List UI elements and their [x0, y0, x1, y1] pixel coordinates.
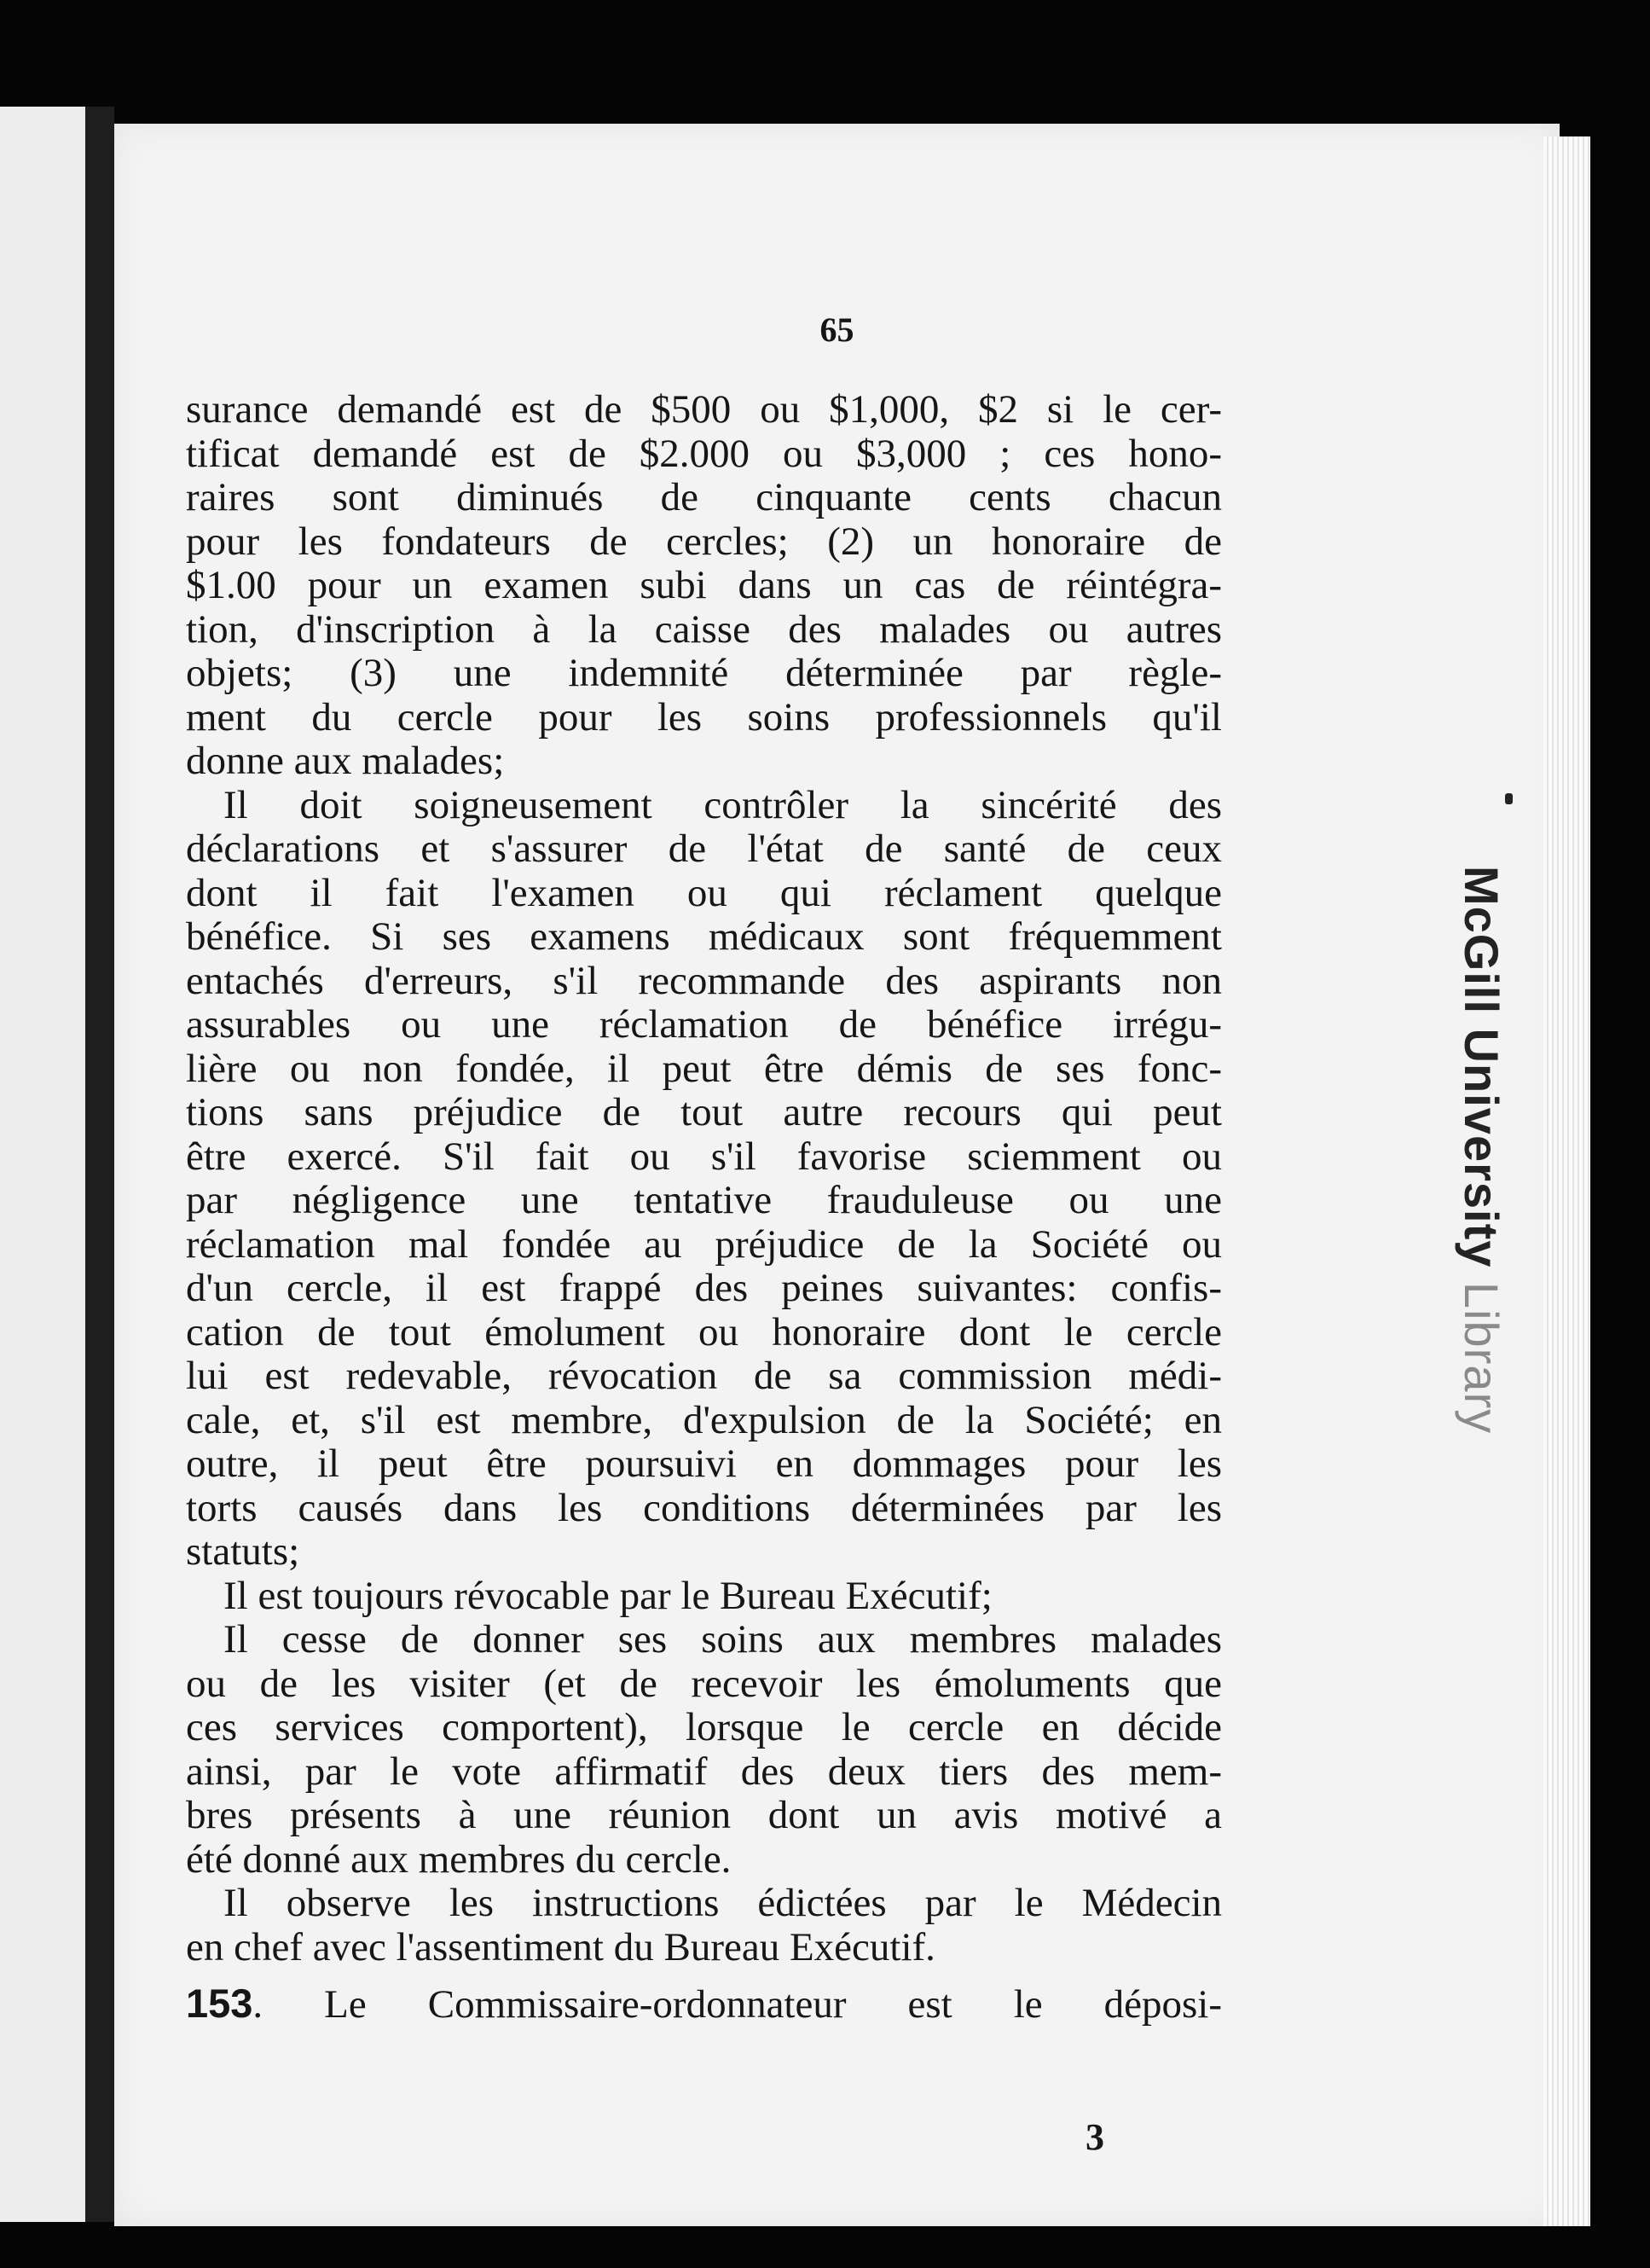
text-line: ment du cercle pour les soins professionnels qu'il [186, 694, 1222, 740]
article-number: 153 [186, 1981, 253, 2026]
text-line: raires sont diminués de cinquante cents chacun [186, 475, 1222, 519]
text-line: lière ou non fondée, il peut être démis de ses fonc- [186, 1046, 1222, 1091]
text-line: dont il fait l'examen ou qui réclament quelque [186, 870, 1222, 915]
text-line: entachés d'erreurs, s'il recommande des aspirants non [186, 958, 1222, 1003]
text-line: cale, et, s'il est membre, d'expulsion de la Société; en [186, 1397, 1222, 1442]
text-line: Il doit soigneusement contrôler la sincérité des [223, 782, 1222, 827]
text-line: bénéfice. Si ses examens médicaux sont fréquemment [186, 914, 1222, 959]
text-line: tion, d'inscription à la caisse des malades ou autres [186, 606, 1222, 652]
text-line: d'un cercle, il est frappé des peines suivantes: confis- [186, 1266, 1222, 1310]
text-line: surance demandé est de $500 ou $1,000, $2 si le cer- [186, 387, 1222, 432]
text-line: statuts; [186, 1529, 300, 1574]
stamp-university: McGill University [1455, 866, 1508, 1268]
text-line: en chef avec l'assentiment du Bureau Exécutif. [186, 1924, 935, 1969]
text-line: objets; (3) une indemnité déterminée par règle- [186, 651, 1222, 695]
book-binding [85, 107, 114, 2222]
text-line: donne aux malades; [186, 739, 505, 783]
text-line: tions sans préjudice de tout autre recours qui peut [186, 1090, 1222, 1134]
text-line: par négligence une tentative frauduleuse ou une [186, 1178, 1222, 1222]
text-line: été donné aux membres du cercle. [186, 1836, 732, 1882]
text-line: être exercé. S'il fait ou s'il favorise sciemment ou [186, 1134, 1222, 1179]
stamp-library: Library [1455, 1267, 1508, 1435]
text-line: pour les fondateurs de cercles; (2) un honoraire de [186, 519, 1222, 564]
text-line: ou de les visiter (et de recevoir les émoluments que [186, 1661, 1222, 1706]
article-text: . Le Commissaire-ordonnateur est le déposi- [252, 1982, 1222, 2027]
text-line: $1.00 pour un examen subi dans un cas de réintégra- [186, 563, 1222, 607]
dust-speck [1505, 793, 1513, 804]
text-line: Il cesse de donner ses soins aux membres malades [223, 1617, 1222, 1662]
text-line: Il observe les instructions édictées par le Médecin [223, 1881, 1222, 1925]
text-line: bres présents à une réunion dont un avis motivé a [186, 1793, 1222, 1837]
text-line: Il est toujours révocable par le Bureau Exécutif; [223, 1573, 993, 1618]
text-line: cation de tout émolument ou honoraire dont le cercle [186, 1309, 1222, 1354]
library-stamp [1454, 866, 1509, 1434]
article-line [186, 1981, 1222, 2027]
text-line: tificat demandé est de $2.000 ou $3,000 ; ces hono- [186, 431, 1222, 476]
page-stack-edge [1543, 136, 1590, 2226]
page-number: 65 [819, 310, 854, 349]
text-line: torts causés dans les conditions déterminées par les [186, 1485, 1222, 1530]
text-line: outre, il peut être poursuivi en dommages pour les [186, 1441, 1222, 1486]
text-line: déclarations et s'assurer de l'état de santé de ceux [186, 827, 1222, 871]
signature-mark: 3 [1086, 2116, 1104, 2158]
text-line: ainsi, par le vote affirmatif des deux tiers des mem- [186, 1749, 1222, 1794]
body-text [186, 388, 1222, 2027]
text-line: réclamation mal fondée au préjudice de la Société ou [186, 1221, 1222, 1267]
text-line: lui est redevable, révocation de sa commission médi- [186, 1354, 1222, 1398]
text-line: ces services comportent), lorsque le cercle en décide [186, 1705, 1222, 1749]
text-line: assurables ou une réclamation de bénéfice irrégu- [186, 1002, 1222, 1047]
